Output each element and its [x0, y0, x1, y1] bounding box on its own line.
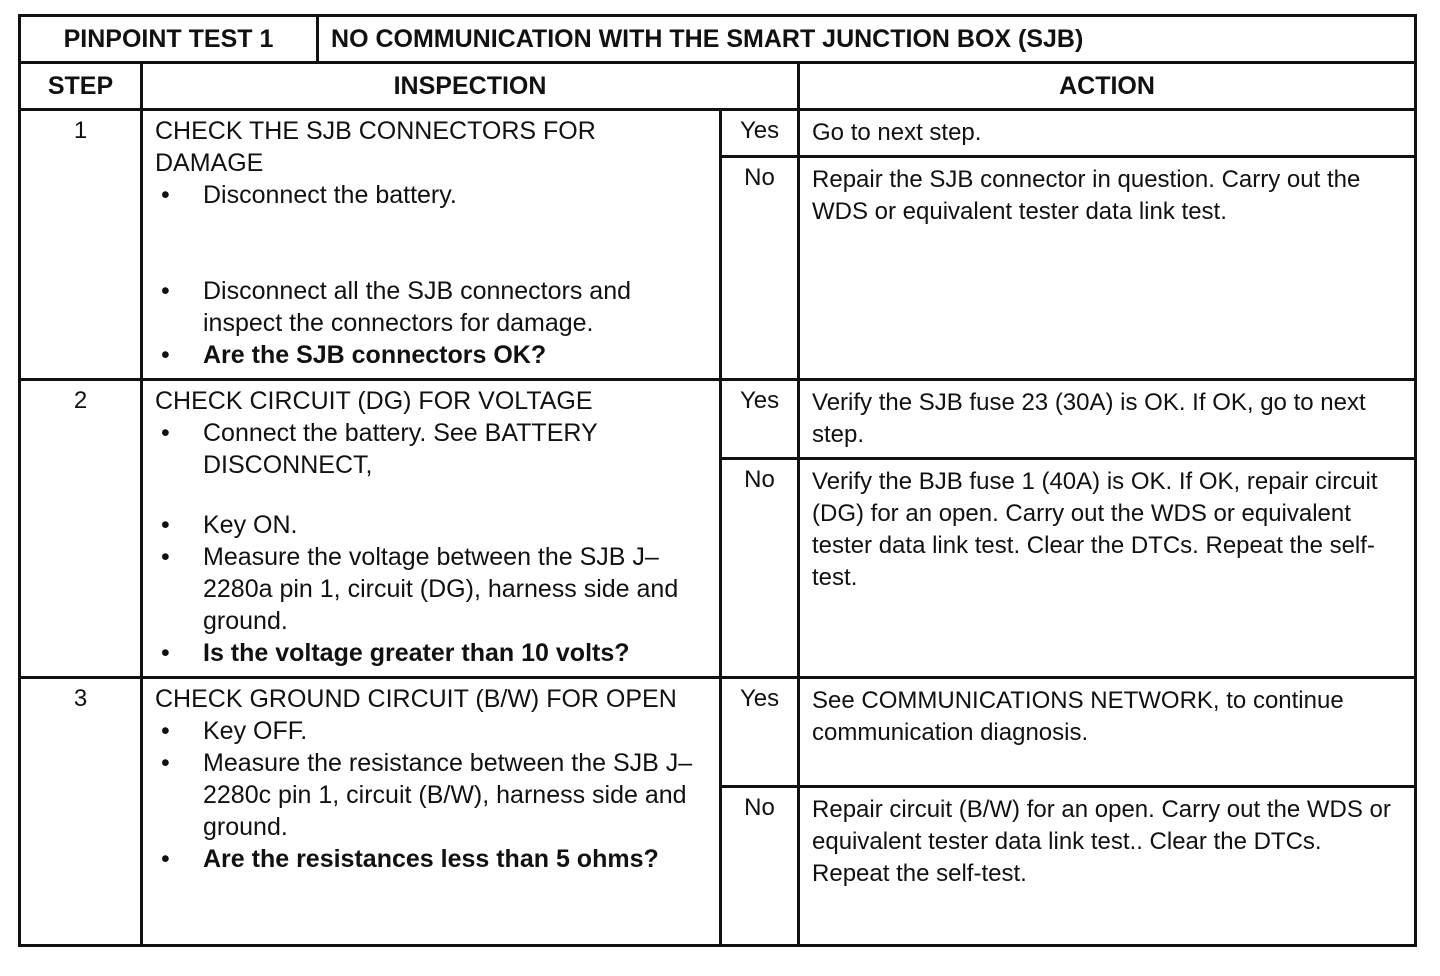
yes-action: See COMMUNICATIONS NETWORK, to continue communication diagnosis.: [799, 678, 1416, 787]
header-row: [20, 16, 1416, 63]
yes-action: Go to next step.: [799, 110, 1416, 157]
inspection-bullet: [155, 417, 709, 481]
bullet-glyph: •: [161, 749, 170, 777]
no-action: Verify the BJB fuse 1 (40A) is OK. If OK, repair circuit (DG) for an open. Carry out the WDS or equivalent tester data link test. Clear the DTCs. Repeat the self-test.: [799, 459, 1416, 678]
question-text: Are the resistances less than 5 ohms?: [203, 845, 659, 873]
test-title: NO COMMUNICATION WITH THE SMART JUNCTION BOX (SJB): [318, 16, 1416, 63]
pinpoint-test-table: [18, 14, 1417, 947]
no-action: Repair the SJB connector in question. Carry out the WDS or equivalent tester data link test.: [799, 157, 1416, 380]
bullet-glyph: •: [161, 181, 170, 209]
spacer: [155, 211, 709, 275]
inspection-bullet: [155, 179, 709, 211]
spacer: [155, 481, 709, 509]
bullet-text: Disconnect the battery.: [203, 181, 457, 209]
column-header-action: ACTION: [799, 63, 1416, 110]
yes-label: Yes: [721, 380, 799, 459]
yes-label: Yes: [721, 678, 799, 787]
yes-label: Yes: [721, 110, 799, 157]
inspection-bullet: [155, 715, 709, 747]
bullet-text: Disconnect all the SJB connectors and inspect the connectors for damage.: [203, 277, 632, 337]
no-label: No: [721, 459, 799, 678]
step-3-yes-row: [20, 678, 1416, 787]
bullet-glyph: •: [161, 717, 170, 745]
step-1-yes-row: [20, 110, 1416, 157]
column-header-step: STEP: [20, 63, 142, 110]
yes-action: Verify the SJB fuse 23 (30A) is OK. If OK, go to next step.: [799, 380, 1416, 459]
no-label: No: [721, 157, 799, 380]
inspection-title: CHECK GROUND CIRCUIT (B/W) FOR OPEN: [155, 685, 677, 713]
bullet-glyph: •: [161, 277, 170, 305]
bullet-glyph: •: [161, 543, 170, 571]
no-action: Repair circuit (B/W) for an open. Carry out the WDS or equivalent tester data link test.. Clear the DTCs. Repeat the self-test.: [799, 787, 1416, 946]
step-number: 2: [20, 380, 142, 678]
bullet-text: Connect the battery. See BATTERY DISCONNECT,: [203, 419, 598, 479]
bullet-glyph: •: [161, 341, 170, 369]
column-header-row: [20, 63, 1416, 110]
question-text: Are the SJB connectors OK?: [203, 341, 547, 369]
inspection-bullet: [155, 275, 709, 339]
bullet-text: Measure the resistance between the SJB J–2280c pin 1, circuit (B/W), harness side and ground.: [203, 749, 693, 841]
inspection-question: [155, 637, 709, 669]
bullet-text: Key OFF.: [203, 717, 308, 745]
inspection-bullet: [155, 541, 709, 637]
step-number: 1: [20, 110, 142, 380]
pinpoint-test-document: [18, 14, 1414, 947]
inspection-bullet: [155, 509, 709, 541]
question-text: Is the voltage greater than 10 volts?: [203, 639, 630, 667]
test-label: PINPOINT TEST 1: [20, 16, 318, 63]
inspection-question: [155, 843, 709, 875]
bullet-glyph: •: [161, 419, 170, 447]
step-3-inspection: [142, 678, 721, 946]
bullet-glyph: •: [161, 639, 170, 667]
inspection-title: CHECK CIRCUIT (DG) FOR VOLTAGE: [155, 387, 593, 415]
step-2-yes-row: [20, 380, 1416, 459]
bullet-glyph: •: [161, 511, 170, 539]
bullet-text: Key ON.: [203, 511, 298, 539]
step-number: 3: [20, 678, 142, 946]
step-1-inspection: [142, 110, 721, 380]
inspection-bullet: [155, 747, 709, 843]
inspection-title: CHECK THE SJB CONNECTORS FOR DAMAGE: [155, 117, 596, 177]
step-2-inspection: [142, 380, 721, 678]
bullet-glyph: •: [161, 845, 170, 873]
column-header-inspection: INSPECTION: [142, 63, 799, 110]
bullet-text: Measure the voltage between the SJB J–2280a pin 1, circuit (DG), harness side and ground.: [203, 543, 679, 635]
no-label: No: [721, 787, 799, 946]
inspection-question: [155, 339, 709, 371]
